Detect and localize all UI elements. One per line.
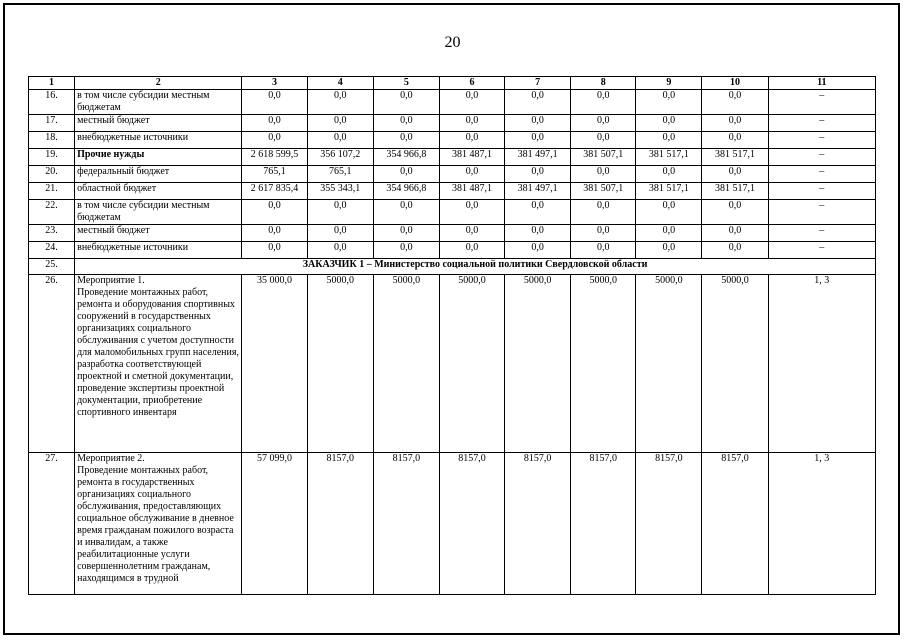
value-cell: 381 517,1	[636, 183, 702, 200]
value-cell: 0,0	[307, 90, 373, 115]
value-cell: 0,0	[307, 242, 373, 259]
col-header: 3	[242, 77, 307, 90]
value-cell: 5000,0	[505, 275, 571, 453]
measure-description: Мероприятие 1. Проведение монтажных работ, ремонта и оборудования спортивных сооружений в государственных организациях социального обслуживания с учетом доступности для маломобильных групп населения, разработка соответствующей проектной и сметной документации, проведение экспертизы проектной документации, приобретение спортивного инвентаря	[75, 275, 242, 453]
value-cell: 0,0	[307, 200, 373, 225]
value-cell: 381 507,1	[571, 183, 636, 200]
value-cell: 354 966,8	[373, 149, 439, 166]
value-cell: 0,0	[571, 115, 636, 132]
target-ref-cell: –	[768, 225, 875, 242]
value-cell: 0,0	[571, 90, 636, 115]
value-cell: 0,0	[702, 166, 768, 183]
value-cell: 0,0	[571, 132, 636, 149]
section-row	[29, 259, 876, 275]
value-cell: 0,0	[307, 132, 373, 149]
col-header: 7	[505, 77, 571, 90]
value-cell: 381 517,1	[702, 183, 768, 200]
col-header: 5	[373, 77, 439, 90]
value-cell: 765,1	[307, 166, 373, 183]
col-header: 4	[307, 77, 373, 90]
value-cell: 0,0	[571, 166, 636, 183]
target-ref-cell: –	[768, 200, 875, 225]
col-header: 8	[571, 77, 636, 90]
value-cell: 765,1	[242, 166, 307, 183]
page-number: 20	[444, 34, 461, 51]
row-label: Прочие нужды	[75, 149, 242, 166]
value-cell: 0,0	[242, 242, 307, 259]
table-row	[29, 166, 876, 183]
value-cell: 356 107,2	[307, 149, 373, 166]
value-cell: 0,0	[373, 166, 439, 183]
value-cell: 381 497,1	[505, 183, 571, 200]
value-cell: 5000,0	[571, 275, 636, 453]
value-cell: 0,0	[702, 225, 768, 242]
target-ref-cell: –	[768, 90, 875, 115]
value-cell: 0,0	[636, 166, 702, 183]
value-cell: 0,0	[702, 200, 768, 225]
value-cell: 5000,0	[307, 275, 373, 453]
table-row	[29, 90, 876, 115]
value-cell: 0,0	[505, 225, 571, 242]
value-cell: 354 966,8	[373, 183, 439, 200]
value-cell: 0,0	[242, 200, 307, 225]
value-cell: 355 343,1	[307, 183, 373, 200]
value-cell: 0,0	[439, 225, 504, 242]
table-row	[29, 115, 876, 132]
value-cell: 0,0	[636, 115, 702, 132]
row-label: внебюджетные источники	[75, 242, 242, 259]
row-number: 16.	[29, 90, 75, 115]
measure-description: Мероприятие 2. Проведение монтажных работ, ремонта в государственных организациях социального обслуживания, предоставляющих социальное обслуживание в дневное время гражданам пожилого возраста и инвалидам, а также реабилитационные услуги совершеннолетним гражданам, находящимся в трудной	[75, 453, 242, 595]
value-cell: 0,0	[571, 242, 636, 259]
value-cell: 8157,0	[571, 453, 636, 595]
row-number: 26.	[29, 275, 75, 453]
row-number: 18.	[29, 132, 75, 149]
row-label: внебюджетные источники	[75, 132, 242, 149]
value-cell: 0,0	[439, 132, 504, 149]
value-cell: 0,0	[636, 200, 702, 225]
measure-row	[29, 453, 876, 595]
value-cell: 8157,0	[307, 453, 373, 595]
row-number: 19.	[29, 149, 75, 166]
table-row	[29, 225, 876, 242]
value-cell: 0,0	[505, 166, 571, 183]
value-cell: 381 517,1	[702, 149, 768, 166]
col-header: 9	[636, 77, 702, 90]
row-number: 22.	[29, 200, 75, 225]
value-cell: 8157,0	[702, 453, 768, 595]
value-cell: 0,0	[505, 115, 571, 132]
value-cell: 8157,0	[505, 453, 571, 595]
table-row	[29, 149, 876, 166]
value-cell: 5000,0	[439, 275, 504, 453]
value-cell: 0,0	[505, 200, 571, 225]
value-cell: 0,0	[373, 90, 439, 115]
row-label: в том числе субсидии местным бюджетам	[75, 200, 242, 225]
value-cell: 2 618 599,5	[242, 149, 307, 166]
value-cell: 8157,0	[439, 453, 504, 595]
target-ref-cell: –	[768, 166, 875, 183]
value-cell: 0,0	[307, 115, 373, 132]
value-cell: 381 517,1	[636, 149, 702, 166]
value-cell: 5000,0	[636, 275, 702, 453]
value-cell: 0,0	[373, 242, 439, 259]
value-cell: 57 099,0	[242, 453, 307, 595]
value-cell: 0,0	[439, 166, 504, 183]
row-number: 20.	[29, 166, 75, 183]
value-cell: 0,0	[373, 132, 439, 149]
row-number: 23.	[29, 225, 75, 242]
target-ref-cell: –	[768, 115, 875, 132]
value-cell: 0,0	[439, 200, 504, 225]
value-cell: 35 000,0	[242, 275, 307, 453]
value-cell: 0,0	[505, 90, 571, 115]
value-cell: 0,0	[373, 225, 439, 242]
row-number: 21.	[29, 183, 75, 200]
value-cell: 0,0	[702, 132, 768, 149]
col-header: 1	[29, 77, 75, 90]
column-number-header	[29, 77, 876, 90]
value-cell: 381 487,1	[439, 149, 504, 166]
value-cell: 5000,0	[702, 275, 768, 453]
value-cell: 0,0	[636, 90, 702, 115]
col-header: 11	[768, 77, 875, 90]
table-row	[29, 242, 876, 259]
row-label: в том числе субсидии местным бюджетам	[75, 90, 242, 115]
value-cell: 0,0	[702, 115, 768, 132]
col-header: 2	[75, 77, 242, 90]
value-cell: 0,0	[242, 132, 307, 149]
value-cell: 0,0	[439, 242, 504, 259]
row-label: местный бюджет	[75, 115, 242, 132]
value-cell: 0,0	[702, 242, 768, 259]
target-ref-cell: 1, 3	[768, 275, 875, 453]
value-cell: 0,0	[505, 132, 571, 149]
col-header: 10	[702, 77, 768, 90]
value-cell: 0,0	[242, 90, 307, 115]
target-ref-cell: –	[768, 149, 875, 166]
value-cell: 381 507,1	[571, 149, 636, 166]
value-cell: 0,0	[439, 115, 504, 132]
row-number: 25.	[29, 259, 75, 275]
value-cell: 0,0	[242, 115, 307, 132]
row-number: 27.	[29, 453, 75, 595]
value-cell: 381 487,1	[439, 183, 504, 200]
table-row	[29, 132, 876, 149]
value-cell: 0,0	[505, 242, 571, 259]
value-cell: 0,0	[636, 132, 702, 149]
row-number: 17.	[29, 115, 75, 132]
target-ref-cell: –	[768, 242, 875, 259]
row-label: областной бюджет	[75, 183, 242, 200]
budget-table	[28, 76, 876, 595]
table-row	[29, 183, 876, 200]
value-cell: 0,0	[636, 242, 702, 259]
value-cell: 0,0	[307, 225, 373, 242]
value-cell: 0,0	[439, 90, 504, 115]
value-cell: 2 617 835,4	[242, 183, 307, 200]
col-header: 6	[439, 77, 504, 90]
value-cell: 8157,0	[373, 453, 439, 595]
value-cell: 0,0	[373, 200, 439, 225]
target-ref-cell: –	[768, 183, 875, 200]
value-cell: 8157,0	[636, 453, 702, 595]
value-cell: 0,0	[373, 115, 439, 132]
value-cell: 5000,0	[373, 275, 439, 453]
value-cell: 0,0	[636, 225, 702, 242]
target-ref-cell: –	[768, 132, 875, 149]
value-cell: 0,0	[702, 90, 768, 115]
value-cell: 381 497,1	[505, 149, 571, 166]
row-label: местный бюджет	[75, 225, 242, 242]
measure-row	[29, 275, 876, 453]
value-cell: 0,0	[242, 225, 307, 242]
table-row	[29, 200, 876, 225]
value-cell: 0,0	[571, 225, 636, 242]
target-ref-cell: 1, 3	[768, 453, 875, 595]
value-cell: 0,0	[571, 200, 636, 225]
row-number: 24.	[29, 242, 75, 259]
row-label: федеральный бюджет	[75, 166, 242, 183]
section-title: ЗАКАЗЧИК 1 – Министерство социальной политики Свердловской области	[75, 259, 876, 275]
